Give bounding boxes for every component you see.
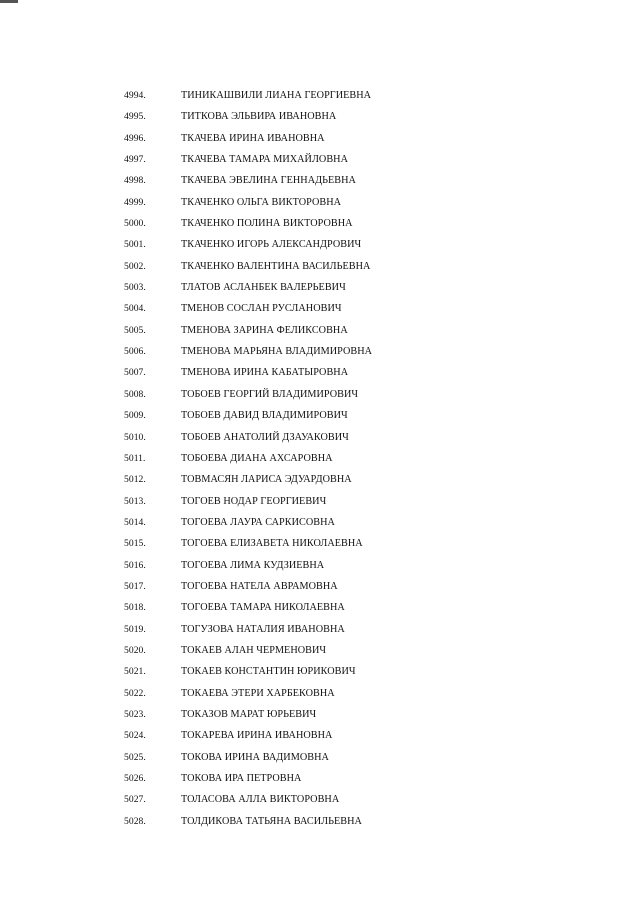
- entry-full-name: ТОГОЕВА ТАМАРА НИКОЛАЕВНА: [181, 602, 345, 614]
- entry-full-name: ТИНИКАШВИЛИ ЛИАНА ГЕОРГИЕВНА: [181, 90, 372, 101]
- list-item: [124, 277, 604, 298]
- list-item: [124, 106, 604, 127]
- entry-number: 5013.: [124, 495, 146, 507]
- entry-number: 5010.: [124, 431, 146, 443]
- list-item: [124, 533, 604, 554]
- entry-number: 4997.: [124, 154, 146, 166]
- list-item: [124, 362, 604, 383]
- list-item: [124, 512, 604, 533]
- entry-number: 5021.: [124, 666, 146, 678]
- entry-full-name: ТКАЧЕНКО ВАЛЕНТИНА ВАСИЛЬЕВНА: [181, 260, 371, 272]
- list-item: [124, 298, 604, 319]
- entry-full-name: ТМЕНОВА ЗАРИНА ФЕЛИКСОВНА: [181, 324, 348, 336]
- entry-number: 5006.: [124, 346, 146, 358]
- list-item: [124, 384, 604, 405]
- entry-number: 5000.: [124, 218, 146, 230]
- entry-number: 5019.: [124, 623, 146, 635]
- list-item: [124, 149, 604, 170]
- entry-number: 5025.: [124, 751, 146, 763]
- entry-full-name: ТОГОЕВА ЕЛИЗАВЕТА НИКОЛАЕВНА: [181, 538, 363, 550]
- entry-number: 5002.: [124, 260, 146, 272]
- entry-full-name: ТОБОЕВ ДАВИД ВЛАДИМИРОВИЧ: [181, 410, 348, 422]
- entry-full-name: ТМЕНОВА ИРИНА КАБАТЫРОВНА: [181, 367, 349, 379]
- list-item: [124, 768, 604, 789]
- list-item: [124, 427, 604, 448]
- name-list: [124, 85, 604, 832]
- entry-number: 5009.: [124, 410, 146, 422]
- entry-number: 4999.: [124, 196, 146, 208]
- entry-full-name: ТОВМАСЯН ЛАРИСА ЭДУАРДОВНА: [181, 474, 352, 486]
- entry-number: 5003.: [124, 282, 146, 294]
- list-item: [124, 256, 604, 277]
- entry-number: 5012.: [124, 474, 146, 486]
- entry-number: 5011.: [124, 452, 146, 464]
- entry-full-name: ТКАЧЕНКО ОЛЬГА ВИКТОРОВНА: [181, 196, 342, 208]
- list-item: [124, 576, 604, 597]
- entry-full-name: ТОКАЗОВ МАРАТ ЮРЬЕВИЧ: [181, 708, 317, 720]
- entry-full-name: ТОКОВА ИРИНА ВАДИМОВНА: [181, 751, 329, 763]
- list-item: [124, 341, 604, 362]
- entry-full-name: ТКАЧЕВА ТАМАРА МИХАЙЛОВНА: [181, 154, 348, 166]
- list-item: [124, 85, 604, 106]
- list-item: [124, 491, 604, 512]
- list-item: [124, 704, 604, 725]
- list-item: [124, 640, 604, 661]
- entry-full-name: ТОЛДИКОВА ТАТЬЯНА ВАСИЛЬЕВНА: [181, 815, 362, 827]
- entry-full-name: ТМЕНОВА МАРЬЯНА ВЛАДИМИРОВНА: [181, 346, 373, 358]
- list-item: [124, 619, 604, 640]
- entry-full-name: ТКАЧЕНКО ИГОРЬ АЛЕКСАНДРОВИЧ: [181, 239, 362, 251]
- entry-number: 4998.: [124, 175, 146, 187]
- list-item: [124, 811, 604, 832]
- entry-full-name: ТОГУЗОВА НАТАЛИЯ ИВАНОВНА: [181, 623, 345, 635]
- entry-full-name: ТИТКОВА ЭЛЬВИРА ИВАНОВНА: [181, 111, 337, 123]
- entry-full-name: ТКАЧЕНКО ПОЛИНА ВИКТОРОВНА: [181, 218, 353, 230]
- entry-number: 5014.: [124, 516, 146, 528]
- list-item: [124, 448, 604, 469]
- entry-full-name: ТОКАЕВ АЛАН ЧЕРМЕНОВИЧ: [181, 644, 327, 656]
- entry-number: 4996.: [124, 132, 146, 144]
- entry-full-name: ТОБОЕВА ДИАНА АХСАРОВНА: [181, 452, 333, 464]
- list-item: [124, 469, 604, 490]
- list-item: [124, 661, 604, 682]
- list-item: [124, 725, 604, 746]
- entry-full-name: ТОГОЕВА ЛИМА КУДЗИЕВНА: [181, 559, 325, 571]
- entry-number: 5015.: [124, 538, 146, 550]
- entry-number: 5004.: [124, 303, 146, 315]
- entry-full-name: ТОКАЕВ КОНСТАНТИН ЮРИКОВИЧ: [181, 666, 356, 678]
- list-item: [124, 320, 604, 341]
- entry-number: 5024.: [124, 730, 146, 742]
- entry-full-name: ТКАЧЕВА ЭВЕЛИНА ГЕННАДЬЕВНА: [181, 175, 356, 187]
- entry-number: 5008.: [124, 388, 146, 400]
- list-item: [124, 213, 604, 234]
- entry-number: 5028.: [124, 815, 146, 827]
- entry-number: 4994.: [124, 90, 146, 101]
- entry-full-name: ТОКАЕВА ЭТЕРИ ХАРБЕКОВНА: [181, 687, 335, 699]
- list-item: [124, 234, 604, 255]
- list-item: [124, 789, 604, 810]
- entry-full-name: ТОБОЕВ ГЕОРГИЙ ВЛАДИМИРОВИЧ: [181, 388, 359, 400]
- entry-number: 5026.: [124, 773, 146, 784]
- entry-number: 5020.: [124, 644, 146, 656]
- list-item: [124, 128, 604, 149]
- entry-number: 5005.: [124, 324, 146, 336]
- list-item: [124, 683, 604, 704]
- entry-full-name: ТЛАТОВ АСЛАНБЕК ВАЛЕРЬЕВИЧ: [181, 282, 346, 294]
- entry-number: 5023.: [124, 708, 146, 720]
- list-item: [124, 747, 604, 768]
- list-item: [124, 170, 604, 191]
- entry-full-name: ТОГОЕВА НАТЕЛА АВРАМОВНА: [181, 580, 338, 592]
- scan-artifact-mark: [0, 0, 18, 3]
- entry-number: 5027.: [124, 794, 146, 806]
- entry-full-name: ТОГОЕВ НОДАР ГЕОРГИЕВИЧ: [181, 495, 327, 507]
- entry-full-name: ТОКОВА ИРА ПЕТРОВНА: [181, 773, 302, 784]
- entry-number: 5022.: [124, 687, 146, 699]
- entry-full-name: ТОКАРЕВА ИРИНА ИВАНОВНА: [181, 730, 333, 742]
- list-item: [124, 555, 604, 576]
- entry-full-name: ТМЕНОВ СОСЛАН РУСЛАНОВИЧ: [181, 303, 342, 315]
- entry-number: 5018.: [124, 602, 146, 614]
- entry-full-name: ТОБОЕВ АНАТОЛИЙ ДЗАУАКОВИЧ: [181, 431, 349, 443]
- entry-number: 5017.: [124, 580, 146, 592]
- entry-number: 4995.: [124, 111, 146, 123]
- list-item: [124, 192, 604, 213]
- entry-number: 5007.: [124, 367, 146, 379]
- entry-full-name: ТОГОЕВА ЛАУРА САРКИСОВНА: [181, 516, 335, 528]
- entry-full-name: ТКАЧЕВА ИРИНА ИВАНОВНА: [181, 132, 325, 144]
- list-item: [124, 597, 604, 618]
- entry-full-name: ТОЛАСОВА АЛЛА ВИКТОРОВНА: [181, 794, 340, 806]
- list-item: [124, 405, 604, 426]
- entry-number: 5001.: [124, 239, 146, 251]
- entry-number: 5016.: [124, 559, 146, 571]
